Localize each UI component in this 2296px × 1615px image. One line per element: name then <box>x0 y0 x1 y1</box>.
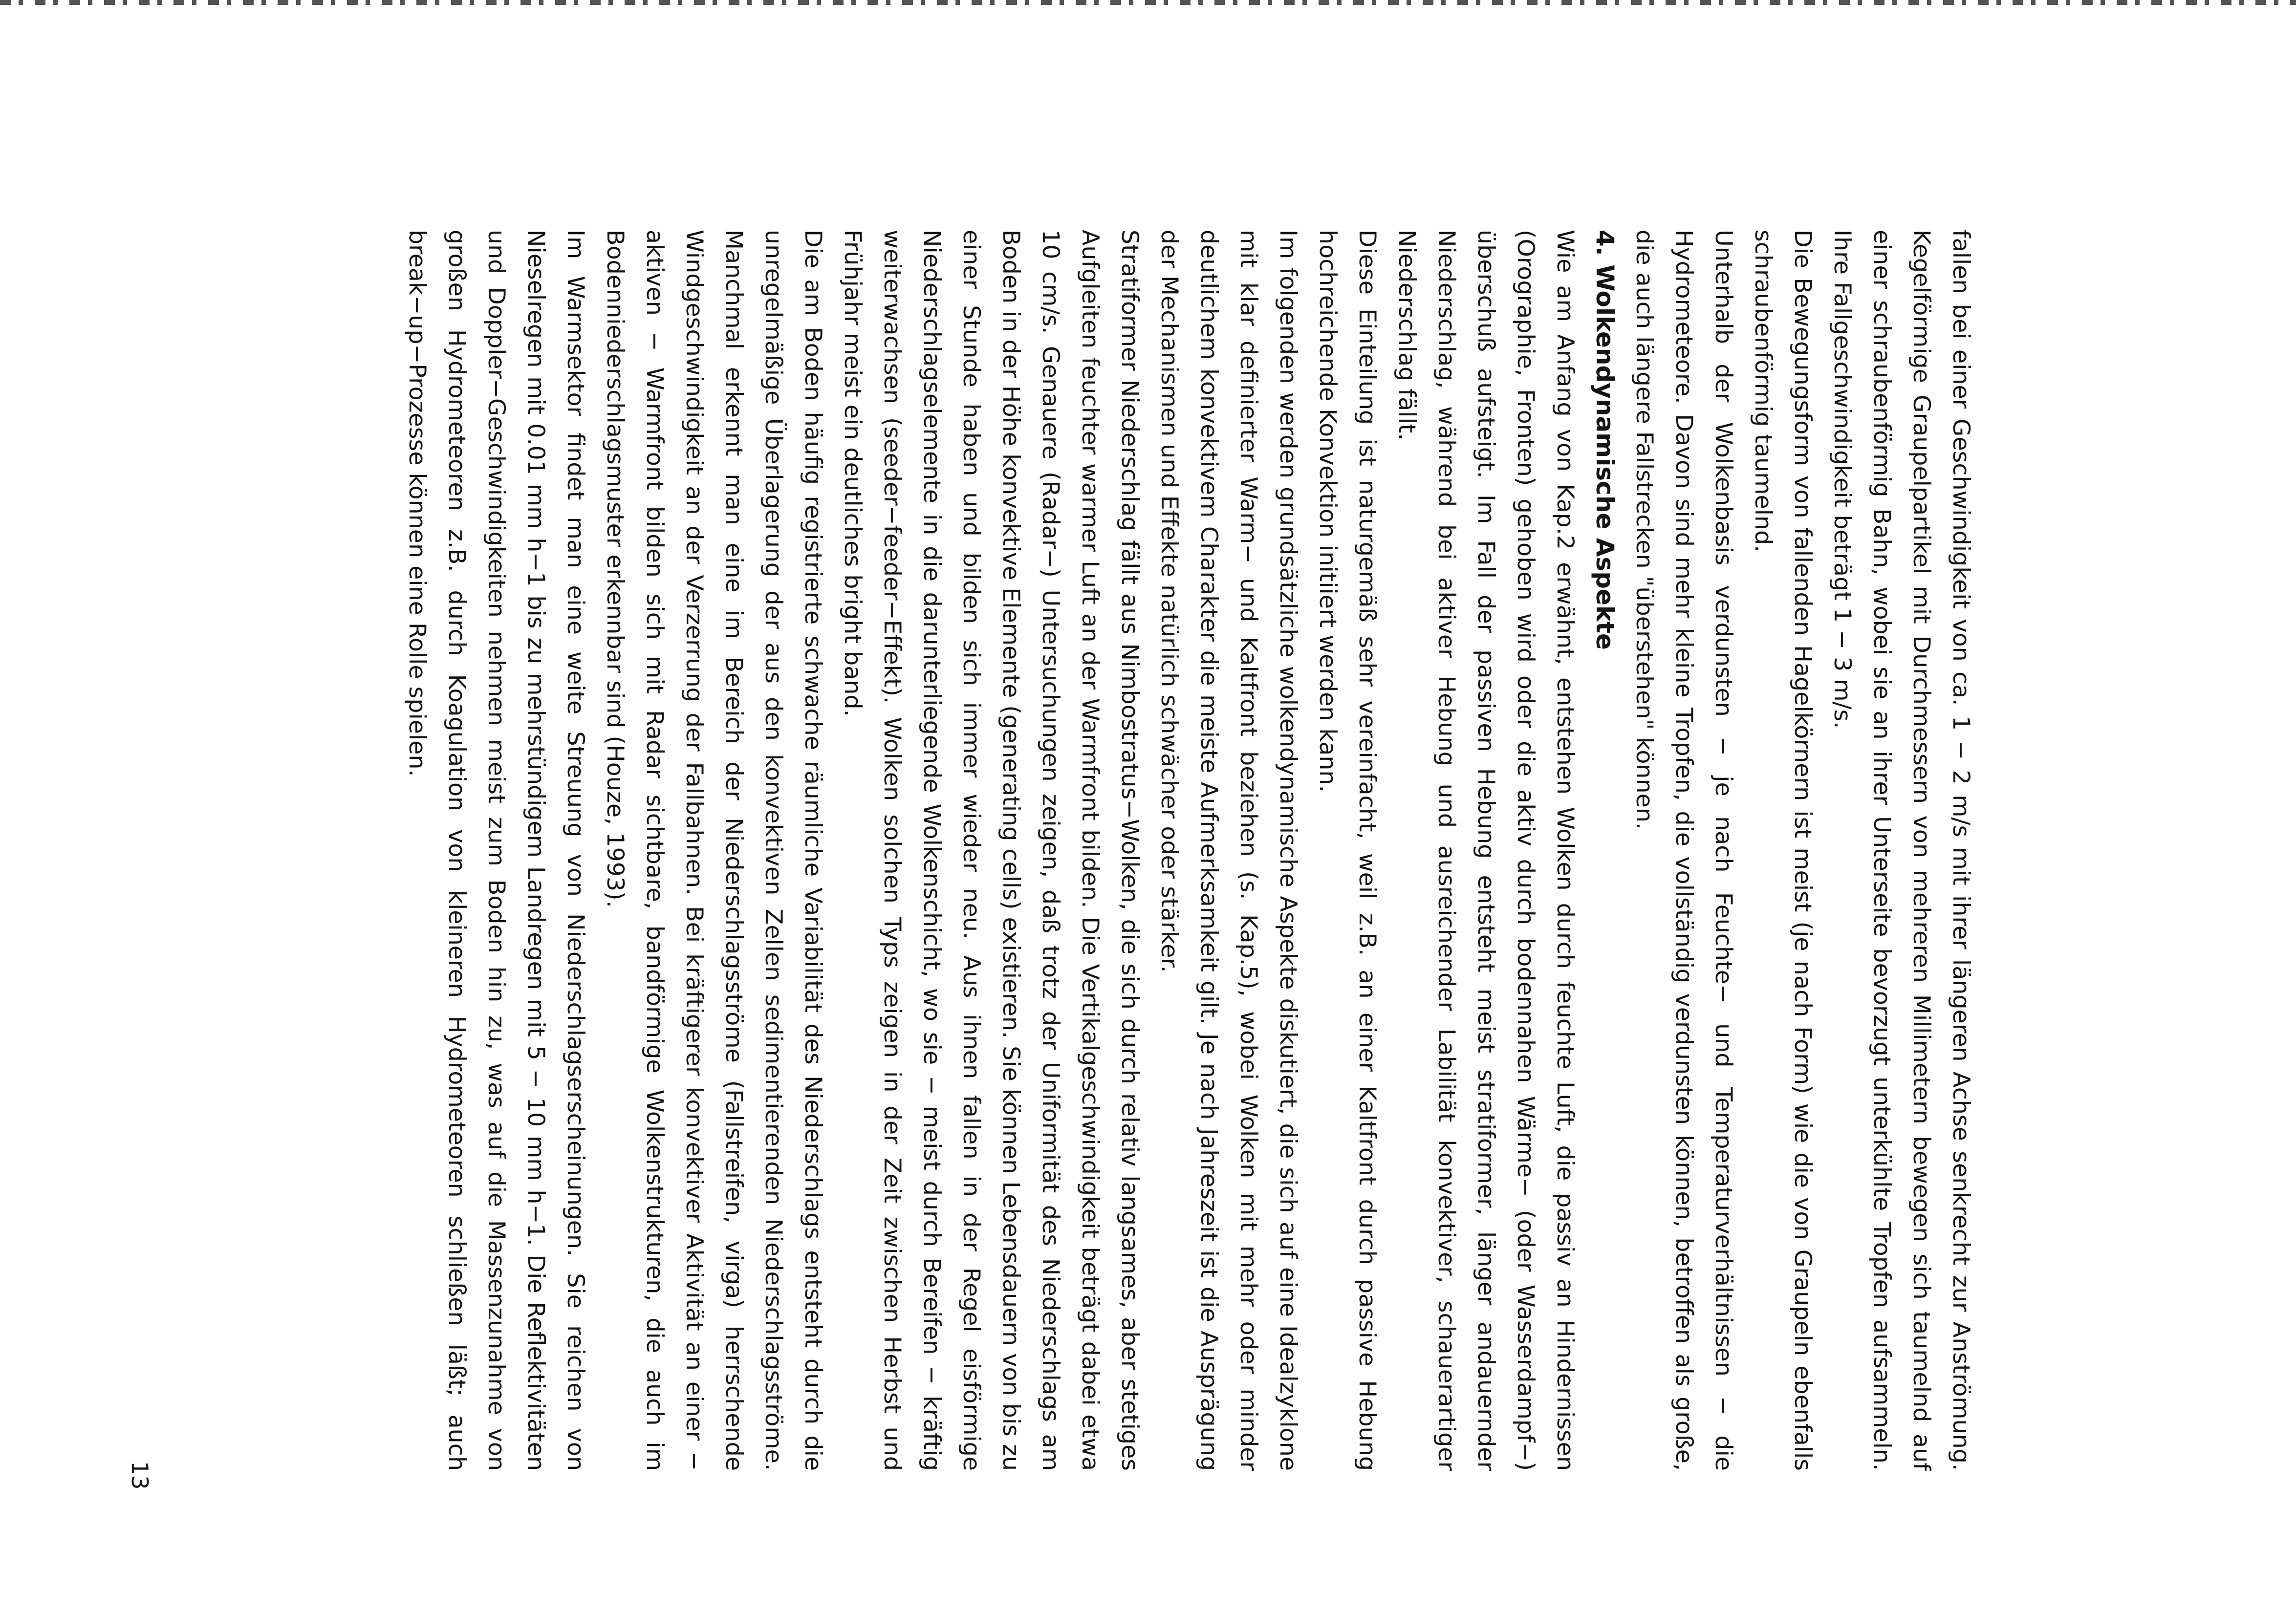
paragraph: Unterhalb der Wolkenbasis verdunsten − je nach Feuchte− und Temperaturverhältnissen − die Hydrometeore. Davon sind mehr kleine Tropfen, die vollständig verdunsten können, betroffen als große, die auch längere Fallstrecken "überstehen" können. <box>1631 230 1737 1471</box>
paragraph: fallen bei einer Geschwindigkeit von ca. 1 − 2 m/s mit ihrer längeren Achse senkrecht zur Anströmung. Kegelförmige Graupelpartikel mit Durchmessern von mehreren Millimetern bewegen sich taumelnd auf einer schraubenförmig Bahn, wobei sie an ihrer Unterseite bevorzugt unterkühlte Tropfen aufsammeln. Ihre Fallgeschwindigkeit beträgt 1 − 3 m/s. <box>1829 230 1974 1471</box>
paragraph: Wie am Anfang von Kap.2 erwähnt, entstehen Wolken durch feuchte Luft, die passiv an Hindernissen (Orographie, Fronten) gehoben wird oder die aktiv durch bodennahen Wärme− (oder Wasserdampf−) überschuß aufsteigt. Im Fall der passiven Hebung entsteht meist stratiformer, länger andauernder Niederschlag, während bei aktiver Hebung und ausreichender Labilität konvektiver, schauerartiger Niederschlag fällt. <box>1393 230 1579 1471</box>
paragraph: Im Warmsektor findet man eine weite Streuung von Niederschlagserscheinungen. Sie reichen von Nieselregen mit 0.01 mm h−1 bis zu mehrstündigem Landregen mit 5 − 10 mm h−1. Die Reflektivitäten und Doppler−Geschwindigkeiten nehmen meist zum Boden hin zu, was auf die Massenzunahme von großen Hydrometeoren z.B. durch Koagulation von kleineren Hydrometeoren schließen läßt; auch break−up−Prozesse können eine Rolle spielen. <box>404 230 589 1471</box>
section-heading: 4. Wolkendynamische Aspekte <box>1591 230 1619 650</box>
paragraph: Die am Boden häufig registrierte schwache räumliche Variabilität des Niederschlags entsteht durch die unregelmäßige Überlagerung der aus den konvektiven Zellen sedimentierenden Niederschlagsströme. Manchmal erkennt man eine im Bereich der Niederschlagsströme (Fallstreifen, virga) herrschende Windgeschwindigkeit an der Verzerrung der Fallbahnen. Bei kräftigerer konvektiver Aktivität an einer − aktiven − Warmfront bilden sich mit Radar sichtbare, bandförmige Wolkenstrukturen, die auch im Bodenniederschlagsmuster erkennbar sind (Houze, 1993). <box>602 230 826 1471</box>
paragraph: Die Bewegungsform von fallenden Hagelkörnern ist meist (je nach Form) wie die von Graupeln ebenfalls schraubenförmig taumelnd. <box>1750 230 1816 1471</box>
paragraph: Im folgenden werden grundsätzliche wolkendynamische Aspekte diskutiert, die sich auf eine Idealzyklone mit klar definierter Warm− und Kaltfront beziehen (s. Kap.5), wobei Wolken mit mehr oder minder deutlichem konvektivem Charakter die meiste Aufmerksamkeit gilt. Je nach Jahreszeit ist die Ausprägung der Mechanismen und Effekte natürlich schwächer oder stärker. <box>1156 230 1301 1471</box>
page-number: 13 <box>127 1461 153 1490</box>
paragraph: Diese Einteilung ist naturgemäß sehr vereinfacht, weil z.B. an einer Kaltfront durch passive Hebung hochreichende Konvektion initiiert werden kann. <box>1314 230 1381 1471</box>
paragraph: Stratiformer Niederschlag fällt aus Nimbostratus−Wolken, die sich durch relativ langsames, aber stetiges Aufgleiten feuchter warmer Luft an der Warmfront bilden. Die Vertikalgeschwindigkeit beträgt dabei etwa 10 cm/s. Genauere (Radar−) Untersuchungen zeigen, daß trotz der Uniformität des Niederschlags am Boden in der Höhe konvektive Elemente (generating cells) existieren. Sie können Lebensdauern von bis zu einer Stunde haben und bilden sich immer wieder neu. Aus ihnen fallen in der Regel eisförmige Niederschlagselemente in die darunterliegende Wolkenschicht, wo sie − meist durch Bereifen − kräftig weiterwachsen (seeder−feeder−Effekt). Wolken solchen Typs zeigen in der Zeit zwischen Herbst und Frühjahr meist ein deutliches bright band. <box>839 230 1143 1471</box>
body-text <box>397 230 1981 1471</box>
